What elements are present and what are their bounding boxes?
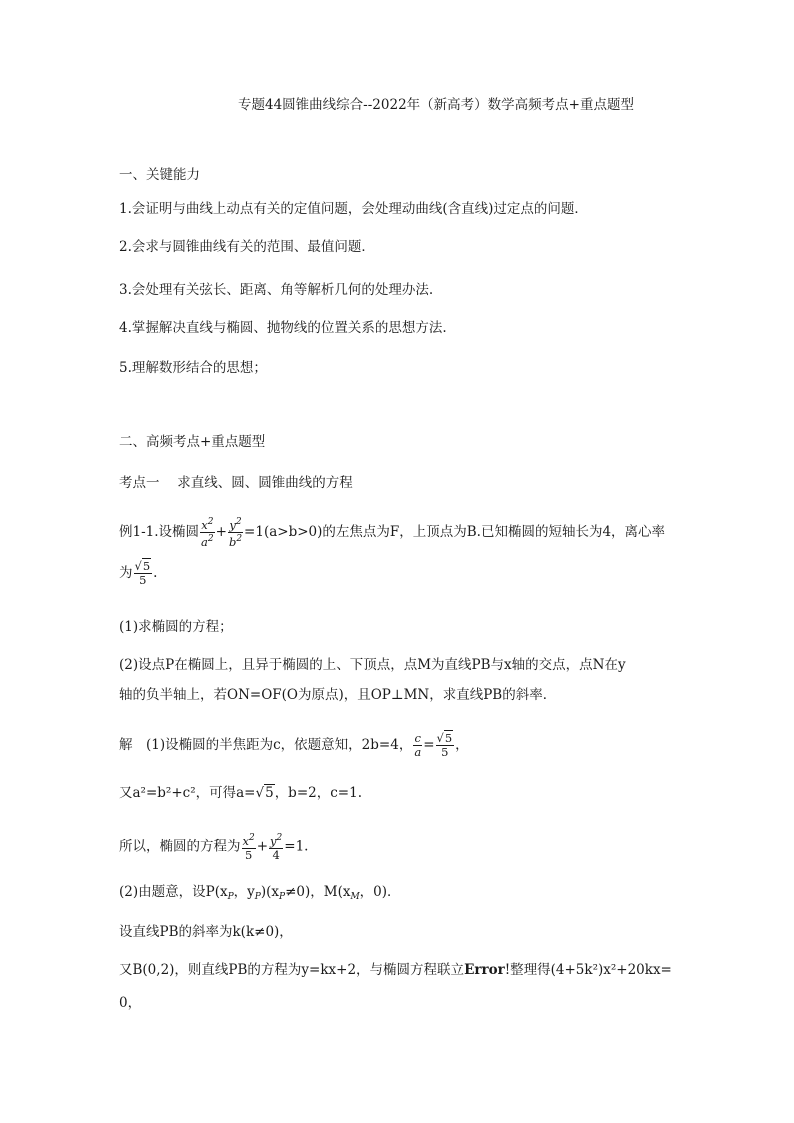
fraction-y2-4: $\frac{y^2}{4}$	[270, 833, 283, 862]
solution-line-1: 解 (1)设椭圆的半焦距为c，依题意知，2b=4， $\frac{c}{a}$ = $\frac{√5}{5}$ ，	[119, 731, 469, 759]
fraction-c-a: $\frac{c}{a}$	[414, 731, 422, 759]
ability-item-2: 2.会求与圆锥曲线有关的范围、最值问题．	[119, 239, 375, 255]
fraction-y2-b2: $\frac{y^2}{b^2}$	[228, 517, 243, 549]
ability-item-5: 5.理解数形结合的思想；	[119, 360, 267, 376]
question-2-line-2: 轴的负半轴上，若ON=OF(O为原点)，且OP⊥MN，求直线PB的斜率．	[119, 687, 557, 703]
section-heading-topics: 二、高频考点+重点题型	[119, 434, 266, 450]
ability-item-4: 4.掌握解决直线与椭圆、抛物线的位置关系的思想方法.	[119, 320, 447, 336]
example-statement: 例1-1.设椭圆 $\frac{x^2}{a^2}$ + $\frac{y^2}{b^2}$ =1(a>b>0)的左焦点为F，上顶点为B.已知椭圆的短轴长为4，离心率	[119, 517, 666, 549]
example-label: 例1-1.设椭圆	[119, 524, 200, 540]
solution-line-5: 设直线PB的斜率为k(k≠0)，	[119, 924, 293, 940]
fraction-sqrt5-5: $\frac{√5}{5}$	[134, 559, 151, 587]
question-1: (1)求椭圆的方程；	[119, 619, 233, 635]
fraction-x2-a2: $\frac{x^2}{a^2}$	[201, 517, 214, 549]
example-eccentricity: 为 $\frac{√5}{5}$ .	[119, 559, 158, 587]
example-text: =1(a>b>0)的左焦点为F，上顶点为B.已知椭圆的短轴长为4，离心率	[244, 524, 666, 540]
solution-line-2: 又a²=b²+c²，可得a=√5，b=2，c=1.	[119, 785, 362, 801]
solution-line-3: 所以，椭圆的方程为 $\frac{x^2}{5}$ + $\frac{y^2}{4}$ =1.	[119, 833, 309, 862]
ability-item-3: 3.会处理有关弦长、距离、角等解析几何的处理办法.	[119, 282, 434, 298]
page-title: 专题44圆锥曲线综合--2022年（新高考）数学高频考点+重点题型	[238, 97, 634, 113]
fraction-sqrt5-5-b: $\frac{√5}{5}$	[436, 731, 453, 759]
section-heading-abilities: 一、关键能力	[119, 167, 200, 183]
topic-heading: 考点一 求直线、圆、圆锥曲线的方程	[119, 475, 353, 491]
error-marker: Error	[464, 962, 505, 978]
fraction-x2-5: $\frac{x^2}{5}$	[242, 833, 255, 862]
solution-line-6: 又B(0,2)，则直线PB的方程为y=kx+2，与椭圆方程联立Error!整理得(4+5k²)x²+20kx=	[119, 962, 672, 978]
solution-line-4: (2)由题意，设$P(x_P$，$y_P)(x_P\ne 0)$，$M(x_M$，0)．	[119, 884, 401, 902]
ability-item-1: 1.会证明与曲线上动点有关的定值问题，会处理动曲线(含直线)过定点的问题．	[119, 201, 588, 217]
question-2-line-1: (2)设点P在椭圆上，且异于椭圆的上、下顶点，点M为直线PB与x轴的交点，点N在y	[119, 657, 626, 673]
solution-line-7: 0，	[119, 995, 142, 1011]
